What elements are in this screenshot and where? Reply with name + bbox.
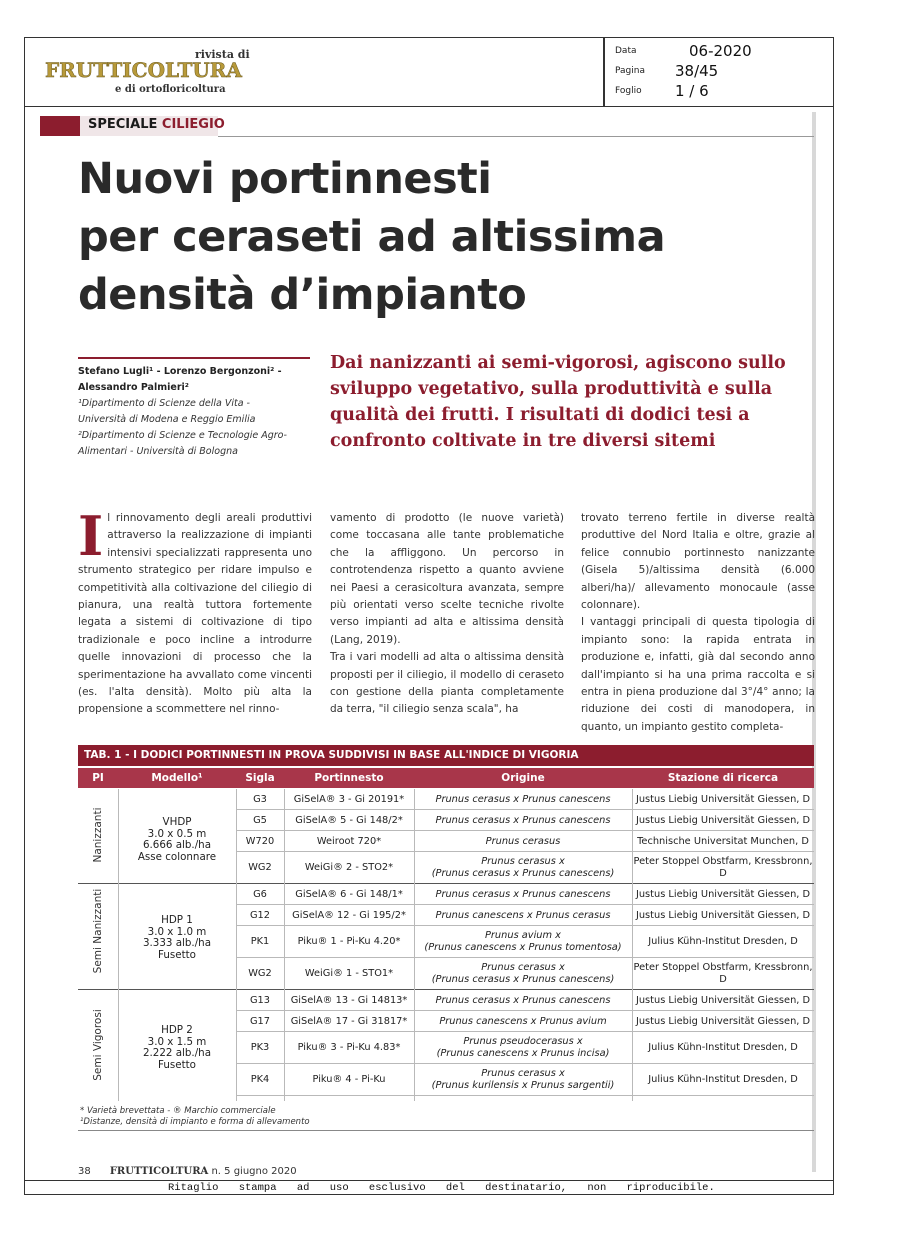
cell-stazione: Julius Kühn-Institut Dresden, D — [648, 1074, 798, 1085]
cell-portinnesto: WeiGi® 2 - STO2* — [304, 862, 394, 873]
modello-hdp1-density: 3.333 alb./ha — [142, 937, 212, 949]
origine-line: Prunus canescens x Prunus cerasus — [435, 909, 611, 921]
cell-stazione: Justus Liebig Universität Giessen, D — [635, 888, 811, 900]
cell-stazione: Peter Stoppel Obstfarm, Kressbronn, D — [633, 856, 813, 879]
cell-stazione: Julius Kühn-Institut Dresden, D — [648, 936, 798, 947]
cell-origine — [414, 789, 632, 810]
meta-page-value: 38/45 — [675, 62, 719, 80]
origine-line: Prunus cerasus x — [481, 962, 565, 973]
meta-sheet-value: 1 / 6 — [675, 82, 709, 100]
body-column-3-para-1: trovato terreno fertile in diverse realtà produttive del Nord Italia e oltre, grazie al felice connubio portinnesto nanizzante (Gisela 5)/altissima densità (6.000 alberi/ha)/ allevamento monocaule (asse colonnare). — [581, 512, 815, 612]
modello-hdp1 — [118, 915, 236, 961]
meta-date — [615, 42, 752, 60]
th-modello: Modello¹ — [151, 772, 203, 784]
table-footnote-2: ¹Distanze, densità di impianto e forma di allevamento — [80, 1117, 310, 1127]
th-stazione: Stazione di ricerca — [667, 772, 779, 784]
title-line-1: Nuovi portinnesti — [78, 154, 492, 204]
cell-stazione: Peter Stoppel Obstfarm, Kressbronn, D — [633, 962, 813, 985]
origine-line: Prunus cerasus x Prunus canescens — [435, 793, 611, 805]
origine-line: Prunus pseudocerasus x — [463, 1036, 583, 1047]
origine-line: Prunus cerasus x Prunus canescens — [435, 814, 611, 826]
cell-portinnesto: GiSelA® 5 - Gi 148/2* — [295, 814, 403, 826]
cell-stazione: Justus Liebig Universität Giessen, D — [635, 909, 811, 921]
cell-origine — [414, 1032, 632, 1064]
origine-line: (Prunus cerasus x Prunus canescens) — [431, 974, 615, 985]
cell-sigla: PK4 — [250, 1074, 270, 1085]
logo-top-text: rivista di — [195, 48, 250, 61]
cell-sigla: W720 — [245, 835, 275, 847]
body-column-3 — [581, 510, 815, 736]
modello-vhdp-form: Asse colonnare — [137, 850, 217, 863]
cell-portinnesto: GiSelA® 6 - Gi 148/1* — [295, 888, 403, 900]
origine-line: Prunus canescens x Prunus avium — [439, 1015, 607, 1027]
footer-issue: n. 5 giugno 2020 — [211, 1166, 297, 1177]
masthead-box — [24, 37, 604, 107]
drop-cap: I — [78, 504, 104, 568]
cell-sigla: G13 — [249, 994, 271, 1006]
affiliation-1b: Università di Modena e Reggio Emilia — [78, 414, 256, 425]
cell-stazione: Justus Liebig Universität Giessen, D — [635, 1015, 811, 1027]
section-prefix: SPECIALE — [88, 117, 158, 132]
cell-sigla: G3 — [253, 793, 267, 805]
modello-hdp1-name: HDP 1 — [161, 914, 193, 926]
footer-magazine: FRUTTICOLTURA — [109, 1166, 209, 1177]
affiliation-2b: Alimentari - Università di Bologna — [78, 446, 238, 457]
meta-date-value: 06-2020 — [689, 42, 752, 60]
body-column-2-para-1: vamento di prodotto (le nuove varietà) come toccasana alle tante problematiche che la affliggono. Un percorso in controtendenza rispetto a quanto avviene nei Paesi a cerasicoltura avanzata, sempre più orientati verso scelte tecniche rivolte verso impianti ad alta e altissima densità (Lang, 2019). — [330, 512, 564, 646]
page-footer — [78, 1166, 297, 1177]
origine-line: Prunus cerasus x Prunus canescens — [435, 888, 611, 900]
modello-vhdp-density: 6.666 alb./ha — [142, 839, 212, 851]
title-line-2: per ceraseti ad altissima — [78, 212, 666, 262]
cell-sigla: WG2 — [248, 862, 272, 873]
cell-origine — [414, 958, 632, 990]
cell-sigla: WG2 — [248, 968, 272, 979]
page-number: 38 — [78, 1166, 91, 1177]
th-portinnesto: Portinnesto — [314, 772, 384, 784]
modello-hdp1-form: Fusetto — [158, 948, 196, 961]
cell-portinnesto: Piku® 4 - Pi-Ku — [312, 1074, 386, 1085]
modello-hdp2-form: Fusetto — [158, 1058, 196, 1071]
logo-sub-text: e di ortofloricoltura — [115, 84, 226, 95]
cell-portinnesto: WeiGi® 1 - STO1* — [304, 968, 394, 979]
cell-sigla: G12 — [249, 909, 271, 921]
body-column-1-text: l rinnovamento degli areali produttivi attraverso la realizzazione di impianti intensivi specializzati rappresenta uno strumento strategico per ridare impulso e competitività alla coltivazione del ciliegio di pianura, una realtà tuttora fortemente legata a sistemi di coltivazione di tipo tradizionale e poco incline a introdurre quelle innovazioni di processo che la sperimentazione ha avvallato come vincenti (es. l'alta densità). Molto più alta la propensione a scommettere nel rinno- — [78, 512, 312, 716]
row-divider — [236, 1095, 814, 1096]
author-rule — [78, 357, 310, 359]
affiliation-2a: ²Dipartimento di Scienze e Tecnologie Agro- — [78, 430, 287, 441]
cell-stazione: Justus Liebig Universität Giessen, D — [635, 814, 811, 826]
body-column-1 — [78, 504, 312, 719]
table-title: TAB. 1 - I DODICI PORTINNESTI IN PROVA SUDDIVISI IN BASE ALL'INDICE DI VIGORIA — [78, 745, 814, 766]
group-label-nanizzanti: Nanizzanti — [92, 807, 104, 863]
origine-line: Prunus cerasus — [485, 835, 561, 847]
modello-vhdp — [118, 817, 236, 863]
cell-portinnesto: GiSelA® 17 - Gi 31817* — [290, 1015, 408, 1027]
group-label-semi-vigorosi: Semi Vigorosi — [92, 1009, 104, 1081]
meta-page — [615, 62, 719, 80]
section-name: CILIEGIO — [161, 117, 225, 132]
cell-portinnesto: Piku® 3 - Pi-Ku 4.83* — [297, 1042, 401, 1053]
cell-stazione: Justus Liebig Universität Giessen, D — [635, 793, 811, 805]
author-names-2: Alessandro Palmieri² — [78, 382, 189, 393]
cell-origine — [414, 831, 632, 852]
th-sigla: Sigla — [245, 772, 275, 784]
table-header-row — [78, 768, 814, 788]
cell-origine — [414, 1064, 632, 1096]
column-divider — [414, 789, 415, 1101]
section-label — [88, 117, 225, 132]
authors-block — [78, 364, 318, 460]
cell-sigla: PK3 — [250, 1042, 270, 1053]
body-column-2-para-2: Tra i vari modelli ad alta o altissima densità proposti per il ciliegio, il modello di ceraseto con gestione della pianta completamente da terra, "il ciliegio senza scala", ha — [330, 651, 564, 716]
cell-origine — [414, 926, 632, 958]
cell-portinnesto: Piku® 1 - Pi-Ku 4.20* — [297, 936, 401, 947]
meta-sheet — [615, 82, 709, 100]
origine-line: Prunus cerasus x — [481, 1068, 565, 1079]
meta-date-label: Data — [615, 46, 637, 56]
origine-line: (Prunus canescens x Prunus tomentosa) — [424, 942, 622, 953]
table-bottom-rule — [78, 1130, 814, 1131]
cell-stazione: Technische Universitat Munchen, D — [637, 835, 809, 847]
column-divider — [236, 789, 237, 1101]
column-divider — [632, 789, 633, 1101]
cell-sigla: PK1 — [250, 936, 270, 947]
cell-origine — [414, 852, 632, 884]
title-line-3: densità d’impianto — [78, 270, 527, 320]
magazine-logo: FRUTTICOLTURA — [45, 58, 242, 82]
meta-sheet-label: Foglio — [615, 86, 642, 96]
modello-hdp1-spacing: 3.0 x 1.0 m — [147, 925, 207, 938]
cell-sigla: G17 — [249, 1015, 271, 1027]
table-footnote — [80, 1106, 310, 1128]
origine-line: (Prunus cerasus x Prunus canescens) — [431, 868, 615, 879]
cell-origine — [414, 905, 632, 926]
modello-hdp2-name: HDP 2 — [161, 1024, 193, 1036]
cell-sigla: G5 — [253, 814, 267, 826]
modello-hdp2-spacing: 3.0 x 1.5 m — [147, 1035, 207, 1048]
table-footnote-1: * Varietà brevettata - ® Marchio commerciale — [80, 1106, 276, 1116]
cell-portinnesto: GiSelA® 3 - Gi 20191* — [293, 793, 405, 805]
cell-portinnesto: Weiroot 720* — [316, 835, 382, 847]
table-body — [78, 789, 814, 1101]
origine-line: (Prunus canescens x Prunus incisa) — [436, 1048, 610, 1059]
affiliation-1a: ¹Dipartimento di Scienze della Vita - — [78, 398, 250, 409]
cell-portinnesto: GiSelA® 13 - Gi 14813* — [290, 994, 408, 1006]
cell-stazione: Justus Liebig Universität Giessen, D — [635, 994, 811, 1006]
column-divider — [118, 789, 119, 1101]
modello-hdp2 — [118, 1025, 236, 1071]
cell-origine — [414, 884, 632, 905]
meta-page-label: Pagina — [615, 66, 645, 76]
origine-line: Prunus avium x — [485, 930, 561, 941]
cell-portinnesto: GiSelA® 12 - Gi 195/2* — [292, 909, 406, 921]
clipping-meta-box — [604, 37, 834, 107]
origine-line: Prunus cerasus x — [481, 856, 565, 867]
modello-hdp2-density: 2.222 alb./ha — [142, 1047, 212, 1059]
th-origine: Origine — [501, 772, 545, 784]
section-rule — [218, 136, 814, 137]
th-pi: PI — [92, 772, 104, 784]
article-title — [78, 150, 798, 324]
modello-vhdp-name: VHDP — [162, 816, 192, 828]
disclaimer-rule — [24, 1180, 834, 1181]
clipping-disclaimer: Ritaglio stampa ad uso esclusivo del destinatario, non riproducibile. — [168, 1182, 715, 1194]
cell-origine — [414, 990, 632, 1011]
cell-stazione: Julius Kühn-Institut Dresden, D — [648, 1042, 798, 1053]
modello-vhdp-spacing: 3.0 x 0.5 m — [147, 827, 207, 840]
body-column-3-para-2: I vantaggi principali di questa tipologia di impianto sono: la rapida entrata in produzione e, infatti, già dal secondo anno dall'impianto si ha una prima raccolta e si entra in piena produzione dal 3°/4° anno; la riduzione dei costi di manodopera, in quanto, un impianto gestito completa- — [581, 616, 815, 733]
article-subtitle: Dai nanizzanti ai semi-vigorosi, agiscono sullo sviluppo vegetativo, sulla produttività e sulla qualità dei frutti. I risultati di dodici tesi a confronto coltivate in tre diversi sitemi — [330, 353, 786, 451]
origine-line: (Prunus kurilensis x Prunus sargentii) — [431, 1080, 615, 1091]
cell-origine — [414, 1011, 632, 1032]
author-names-1: Stefano Lugli¹ - Lorenzo Bergonzoni² - — [78, 366, 282, 377]
cell-sigla: G6 — [253, 888, 267, 900]
body-column-2 — [330, 510, 564, 719]
origine-line: Prunus cerasus x Prunus canescens — [435, 994, 611, 1006]
column-divider — [284, 789, 285, 1101]
group-label-semi-nanizzanti: Semi Nanizzanti — [92, 888, 104, 974]
cell-origine — [414, 810, 632, 831]
